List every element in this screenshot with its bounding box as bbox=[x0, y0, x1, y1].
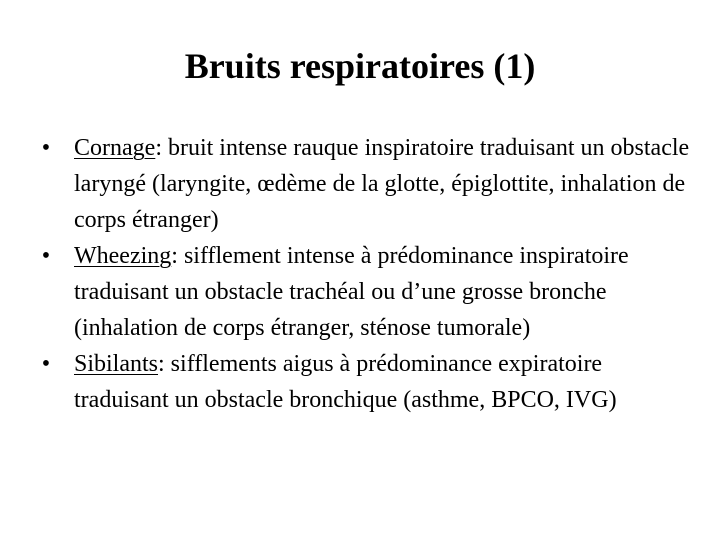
term-wheezing: Wheezing bbox=[74, 243, 172, 269]
bullet-icon: • bbox=[41, 243, 51, 269]
definition-sibilants: : sifflements aigus à prédominance expiratoire traduisant un obstacle bronchique (asthme, BPCO, IVG) bbox=[74, 351, 617, 413]
bullet-list bbox=[34, 130, 694, 418]
definition-wheezing: : sifflement intense à prédominance inspiratoire traduisant un obstacle trachéal ou d’une grosse bronche (inhalation de corps étranger, sténose tumorale) bbox=[74, 243, 629, 341]
term-cornage: Cornage bbox=[74, 135, 156, 161]
bullet-icon: • bbox=[41, 135, 51, 161]
bullet-item-sibilants bbox=[34, 346, 694, 418]
bullet-item-cornage bbox=[34, 130, 694, 238]
definition-cornage: : bruit intense rauque inspiratoire traduisant un obstacle laryngé (laryngite, œdème de la glotte, épiglottite, inhalation de corps étranger) bbox=[74, 135, 690, 233]
bullet-item-wheezing bbox=[34, 238, 694, 346]
bullet-icon: • bbox=[41, 351, 51, 377]
slide-title: Bruits respiratoires (1) bbox=[184, 46, 536, 86]
term-sibilants: Sibilants bbox=[74, 351, 159, 377]
